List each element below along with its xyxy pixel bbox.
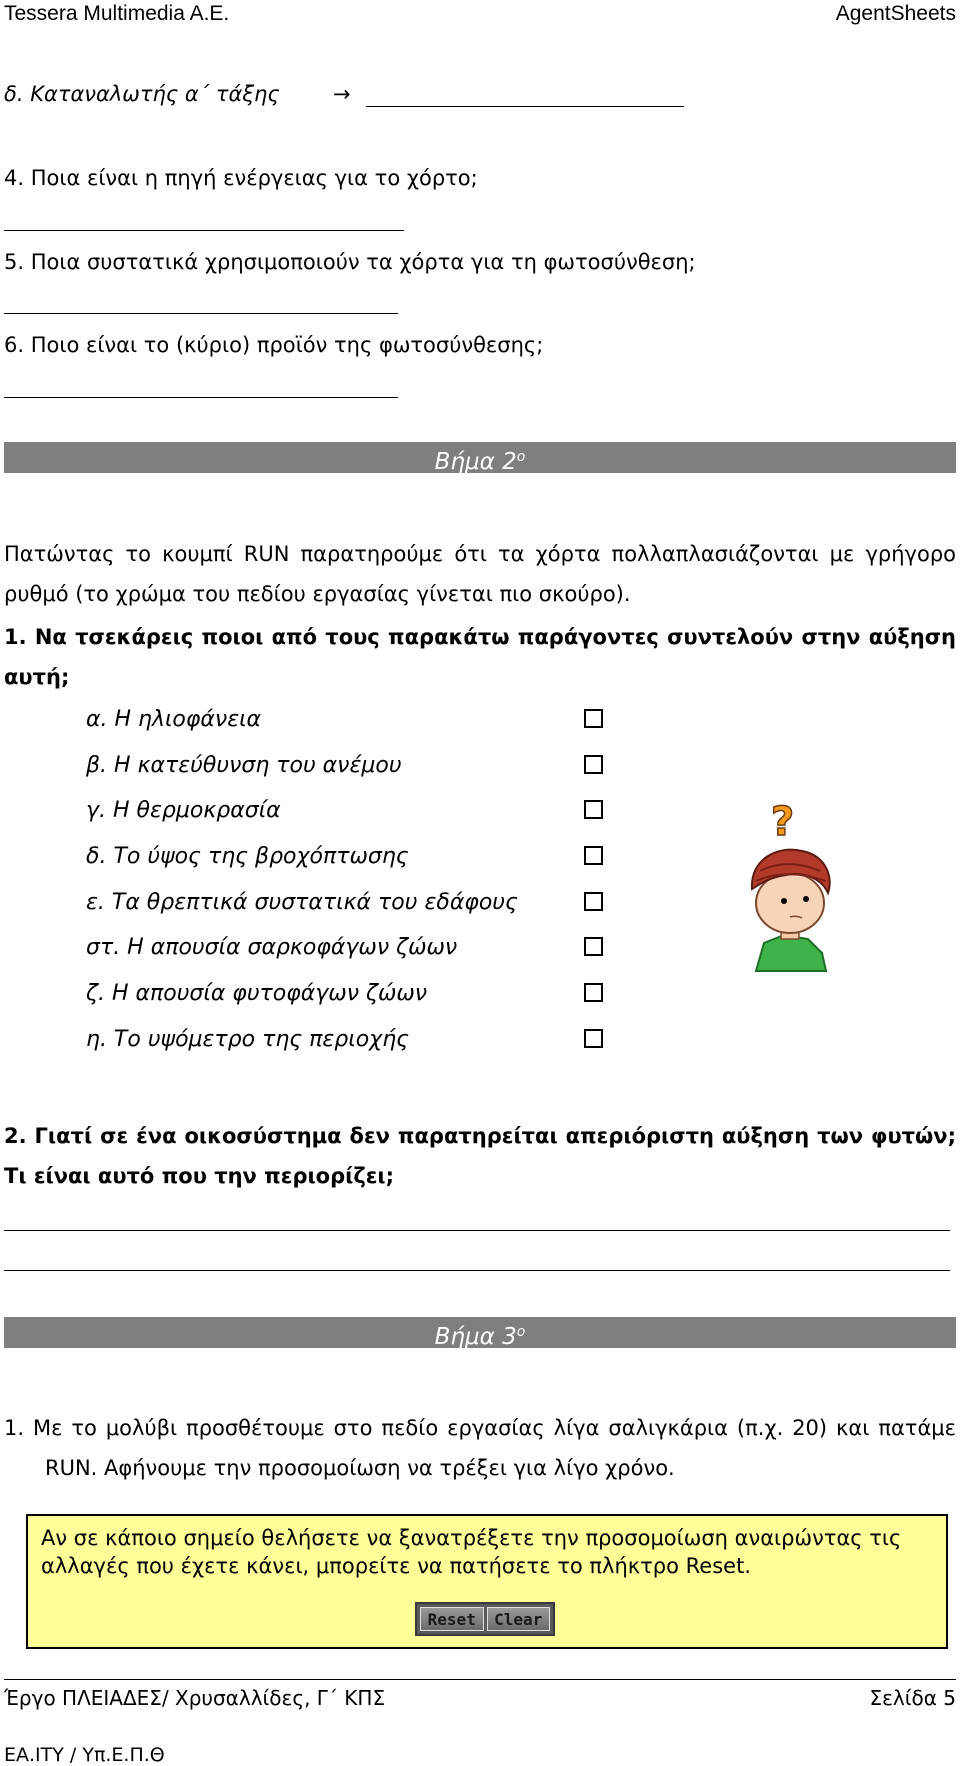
- option-altitude: η. Το υψόμετρο της περιοχής: [86, 1027, 410, 1052]
- step-2-question-2: 2. Γιατί σε ένα οικοσύστημα δεν παρατηρείται απεριόριστη αύξηση των φυτών; Τι είναι αυτό που την περιορίζει;: [4, 1124, 956, 1188]
- footer-left: Έργο ΠΛΕΙΑΔΕΣ/ Χρυσαλλίδες, Γ΄ ΚΠΣ: [4, 1686, 386, 1710]
- checkbox-temperature[interactable]: [584, 800, 603, 819]
- reset-note-text: Αν σε κάποιο σημείο θελήσετε να ξανατρέξετε την προσομοίωση αναιρώντας τις αλλαγές που έχετε κάνει, μπορείτε να πατήσετε το πλήκτρο Reset.: [41, 1526, 902, 1578]
- header-right: AgentSheets: [835, 2, 956, 25]
- answer-line-q2-b[interactable]: [4, 1270, 950, 1271]
- answer-line-q2-a[interactable]: [4, 1230, 950, 1231]
- option-sunshine: α. Η ηλιοφάνεια: [86, 707, 262, 732]
- checkbox-wind-direction[interactable]: [584, 755, 603, 774]
- reset-button[interactable]: Reset: [420, 1607, 484, 1631]
- option-rainfall: δ. Το ύψος της βροχόπτωσης: [86, 844, 409, 869]
- page-number: Σελίδα 5: [869, 1686, 956, 1710]
- checkbox-soil-nutrients[interactable]: [584, 892, 603, 911]
- step-3-banner: [4, 1317, 956, 1348]
- checkbox-no-herbivores[interactable]: [584, 983, 603, 1002]
- checkbox-altitude[interactable]: [584, 1029, 603, 1048]
- reset-clear-toolbar: [415, 1602, 555, 1636]
- step-2-title: Βήμα 2: [434, 449, 517, 475]
- option-no-carnivores: στ. Η απουσία σαρκοφάγων ζώων: [86, 935, 458, 960]
- checkbox-rainfall[interactable]: [584, 846, 603, 865]
- question-4: 4. Ποια είναι η πηγή ενέργειας για το χόρτο;: [4, 166, 478, 190]
- header-left: Tessera Multimedia A.E.: [4, 2, 230, 25]
- step-3-sup: ο: [516, 1324, 526, 1340]
- option-temperature: γ. Η θερμοκρασία: [86, 798, 281, 823]
- thinking-person-question-mark-icon: [726, 793, 852, 973]
- consumer-item: δ. Καταναλωτής α΄ τάξης: [4, 82, 280, 106]
- clear-button[interactable]: Clear: [487, 1607, 551, 1631]
- checkbox-no-carnivores[interactable]: [584, 937, 603, 956]
- option-no-herbivores: ζ. Η απουσία φυτοφάγων ζώων: [86, 981, 428, 1006]
- answer-line[interactable]: [366, 106, 684, 107]
- footer-bottom: ΕΑ.ΙΤΥ / Υπ.Ε.Π.Θ: [4, 1744, 165, 1766]
- svg-text:?: ?: [771, 799, 795, 845]
- step-2-intro: Πατώντας το κουμπί RUN παρατηρούμε ότι τα χόρτα πολλαπλασιάζονται με γρήγορο ρυθμό (το χρώμα του πεδίου εργασίας γίνεται πιο σκούρο).: [4, 542, 956, 606]
- step-3-title: Βήμα 3: [434, 1324, 517, 1350]
- answer-line-6[interactable]: [4, 397, 398, 398]
- step-3-item-1: 1. Με το μολύβι προσθέτουμε στο πεδίο εργασίας λίγα σαλιγκάρια (π.χ. 20) και πατάμε RUN. Αφήνουμε την προσομοίωση να τρέξει για λίγο χρόνο.: [4, 1416, 956, 1480]
- step-2-banner: [4, 442, 956, 473]
- option-soil-nutrients: ε. Τα θρεπτικά συστατικά του εδάφους: [86, 890, 518, 915]
- option-wind-direction: β. Η κατεύθυνση του ανέμου: [86, 753, 402, 778]
- question-5: 5. Ποια συστατικά χρησιμοποιούν τα χόρτα για τη φωτοσύνθεση;: [4, 250, 696, 274]
- answer-line-4[interactable]: [4, 230, 404, 231]
- checkbox-sunshine[interactable]: [584, 709, 603, 728]
- question-6: 6. Ποιο είναι το (κύριο) προϊόν της φωτοσύνθεσης;: [4, 333, 544, 357]
- arrow-icon: →: [333, 82, 351, 106]
- step-2-question-1: 1. Να τσεκάρεις ποιοι από τους παρακάτω παράγοντες συντελούν στην αύξηση αυτή;: [4, 625, 956, 689]
- step-2-sup: ο: [516, 449, 526, 465]
- answer-line-5[interactable]: [4, 313, 398, 314]
- footer-divider: [4, 1679, 956, 1680]
